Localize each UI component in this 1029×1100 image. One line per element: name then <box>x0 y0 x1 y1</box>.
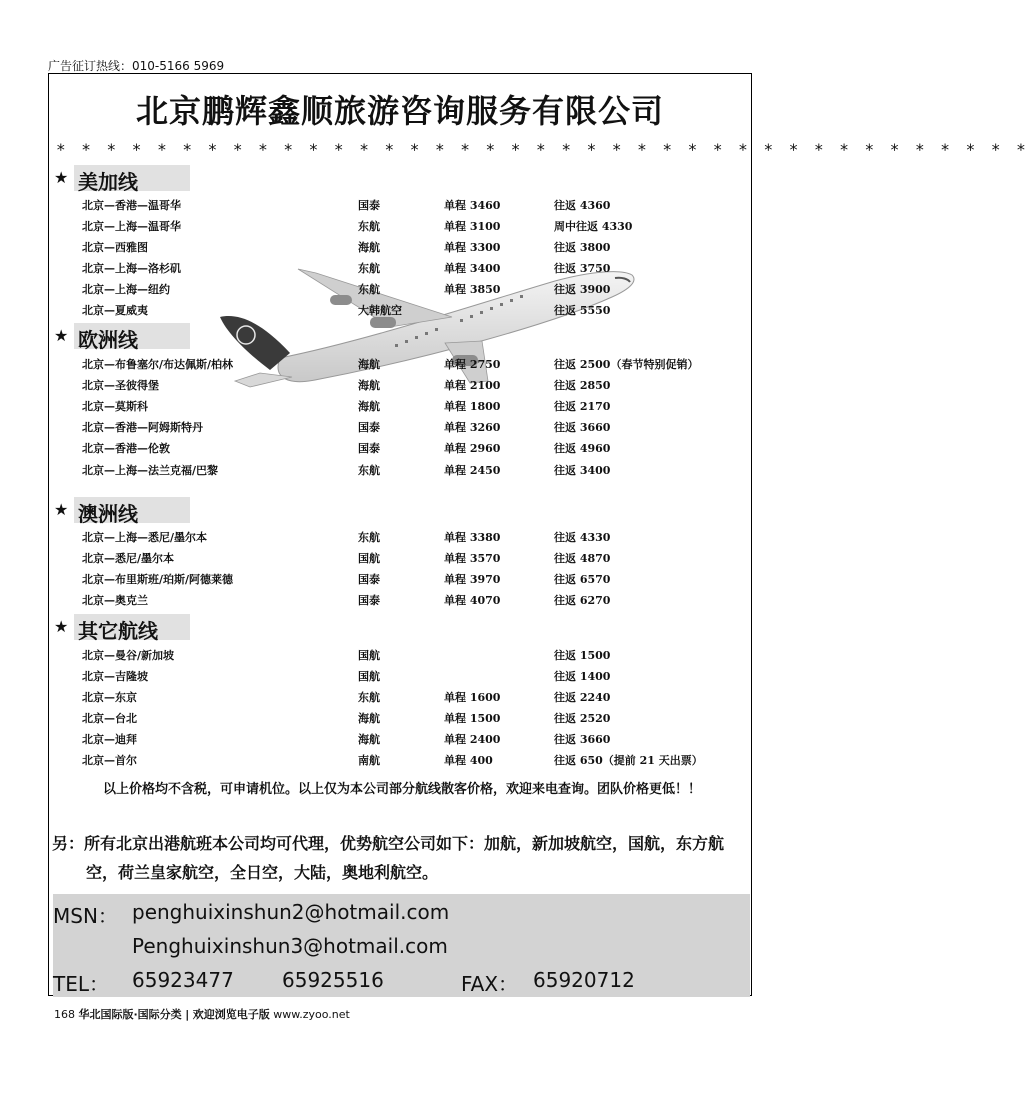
msn-address-1[interactable]: penghuixinshun2@hotmail.com <box>132 900 450 924</box>
agency-note: 另：所有北京出港航班本公司均可代理，优势航空公司如下：加航，新加坡航空，国航，东方航空，荷兰皇家航空，全日空，大陆，奥地利航空。 <box>52 834 725 882</box>
fax-label: FAX： <box>461 972 519 996</box>
route-row: 北京—悉尼/墨尔本 国航 单程 3570 往返 4870 <box>82 552 611 565</box>
route-row: 北京—莫斯科 海航 单程 1800 往返 2170 <box>82 400 611 413</box>
route-row: 北京—香港—温哥华 国泰 单程 3460 往返 4360 <box>82 199 611 212</box>
contact-box <box>53 894 750 997</box>
route-row: 北京—香港—阿姆斯特丹 国泰 单程 3260 往返 3660 <box>82 421 611 434</box>
browse-label: 欢迎浏览电子版 <box>192 1008 270 1021</box>
route-row: 北京—上海—悉尼/墨尔本 东航 单程 3380 往返 4330 <box>82 531 611 544</box>
section-title: 欧洲线 <box>78 328 138 352</box>
route-row: 北京—吉隆坡 国航 往返 1400 <box>82 670 611 683</box>
page-number: 168 <box>54 1008 75 1021</box>
fax-number: 65920712 <box>533 968 635 992</box>
page-footer <box>54 1006 350 1022</box>
edition-label: 华北国际版·国际分类 <box>78 1008 182 1021</box>
route-row: 北京—奥克兰 国泰 单程 4070 往返 6270 <box>82 594 611 607</box>
site-link[interactable]: www.zyoo.net <box>273 1008 350 1021</box>
section-title: 澳洲线 <box>78 502 138 526</box>
route-row: 北京—台北 海航 单程 1500 往返 2520 <box>82 712 611 725</box>
tel-number-2: 65925516 <box>282 968 384 992</box>
route-row: 北京—西雅图 海航 单程 3300 往返 3800 <box>82 241 611 254</box>
company-name: 北京鹏辉鑫顺旅游咨询服务有限公司 <box>135 92 664 130</box>
black-star-icon: ★ <box>54 168 69 187</box>
route-row: 北京—首尔 南航 单程 400 往返 650（提前 21 天出票） <box>82 754 703 767</box>
msn-address-2[interactable]: Penghuixinshun3@hotmail.com <box>132 934 448 958</box>
section-title: 其它航线 <box>78 619 158 643</box>
route-row: 北京—布里斯班/珀斯/阿德莱德 国泰 单程 3970 往返 6570 <box>82 573 611 586</box>
route-row: 北京—上海—纽约 东航 单程 3850 往返 3900 <box>82 283 611 296</box>
black-star-icon: ★ <box>54 326 69 345</box>
star-divider: * * * * * * * * * * * * * * * * * * * * * * * * * * * * * * * * * * * * * * * <box>56 140 1029 159</box>
black-star-icon: ★ <box>54 500 69 519</box>
tel-number-1: 65923477 <box>132 968 234 992</box>
route-row: 北京—上海—洛杉矶 东航 单程 3400 往返 3750 <box>82 262 611 275</box>
footer-divider: | <box>185 1008 190 1021</box>
tel-label: TEL： <box>53 972 109 996</box>
msn-label: MSN： <box>53 904 118 928</box>
route-row: 北京—布鲁塞尔/布达佩斯/柏林 海航 单程 2750 往返 2500（春节特别促销） <box>82 358 699 371</box>
price-note: 以上价格均不含税，可申请机位。以上仅为本公司部分航线散客价格，欢迎来电查询。团队价格更低！！ <box>102 782 701 797</box>
route-row: 北京—夏威夷 大韩航空 往返 5550 <box>82 304 611 317</box>
route-row: 北京—曼谷/新加坡 国航 往返 1500 <box>82 649 611 662</box>
route-row: 北京—上海—法兰克福/巴黎 东航 单程 2450 往返 3400 <box>82 464 611 477</box>
ad-hotline: 广告征订热线：010-5166 5969 <box>48 59 225 73</box>
route-row: 北京—香港—伦敦 国泰 单程 2960 往返 4960 <box>82 442 611 455</box>
route-row: 北京—迪拜 海航 单程 2400 往返 3660 <box>82 733 611 746</box>
route-row: 北京—上海—温哥华 东航 单程 3100 周中往返 4330 <box>82 220 633 233</box>
section-title: 美加线 <box>78 170 138 194</box>
route-row: 北京—东京 东航 单程 1600 往返 2240 <box>82 691 611 704</box>
route-row: 北京—圣彼得堡 海航 单程 2100 往返 2850 <box>82 379 611 392</box>
black-star-icon: ★ <box>54 617 69 636</box>
